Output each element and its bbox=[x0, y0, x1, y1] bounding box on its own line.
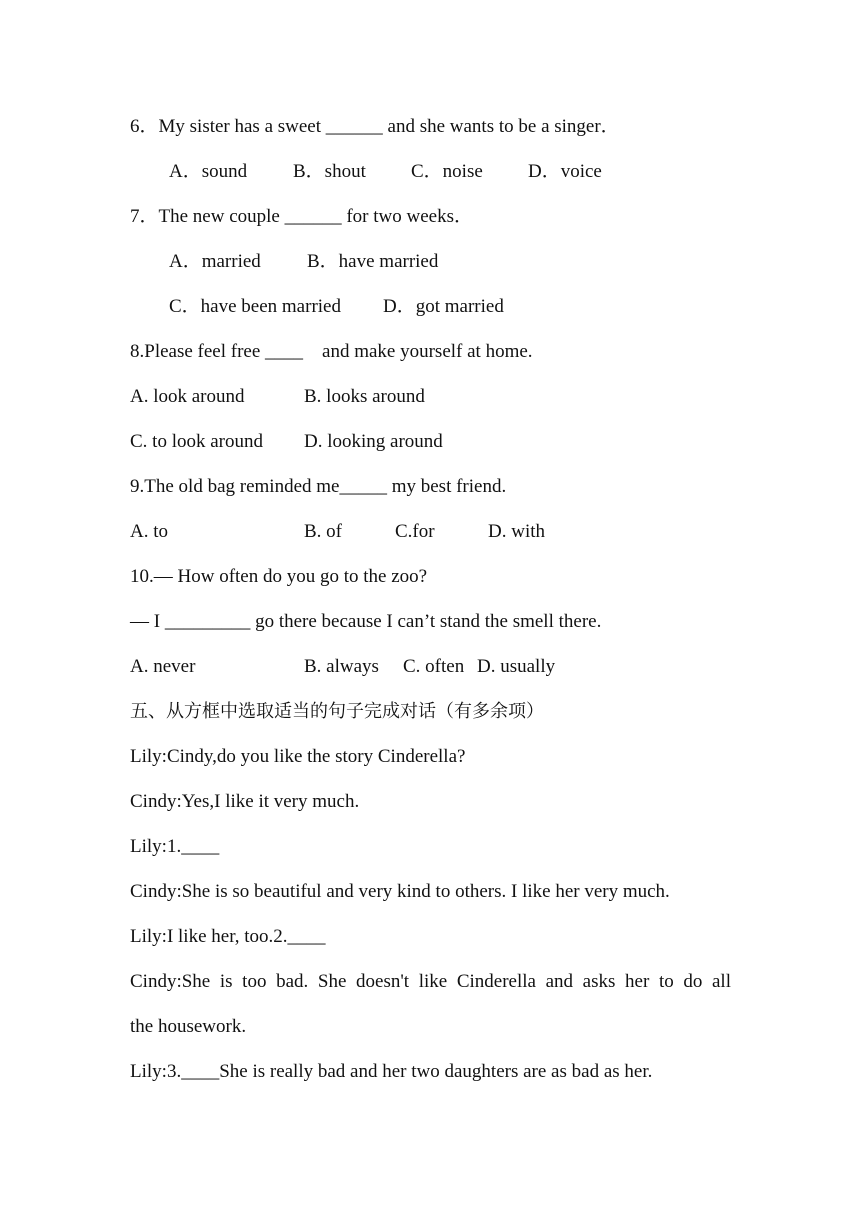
option-d: D. with bbox=[488, 521, 545, 542]
option-c: C.for bbox=[395, 521, 435, 542]
section-5-heading: 五、从方框中选取适当的句子完成对话（有多余项） bbox=[130, 701, 544, 722]
option-c: C．have been married bbox=[169, 296, 341, 317]
question-7-stem: 7．The new couple ______ for two weeks． bbox=[130, 206, 473, 227]
option-d: D. looking around bbox=[304, 431, 443, 452]
option-b: B．shout bbox=[293, 161, 366, 182]
option-c: C. to look around bbox=[130, 431, 263, 452]
question-6-options bbox=[0, 160, 860, 184]
option-c: C．noise bbox=[411, 161, 483, 182]
question-7-options-row1 bbox=[0, 250, 860, 274]
dialogue-line: Lily:I like her, too.2.____ bbox=[130, 926, 326, 947]
question-9-options bbox=[0, 520, 860, 544]
option-c: C. often bbox=[403, 656, 465, 677]
option-a: A．married bbox=[169, 251, 261, 272]
option-b: B．have married bbox=[307, 251, 439, 272]
question-7-options-row2 bbox=[0, 295, 860, 319]
option-d: D. usually bbox=[477, 656, 556, 677]
dialogue-line: Lily:Cindy,do you like the story Cinderella? bbox=[130, 746, 466, 767]
option-b: B. of bbox=[304, 521, 342, 542]
option-d: D．voice bbox=[528, 161, 602, 182]
question-10-response: — I _________ go there because I can’t stand the smell there. bbox=[130, 611, 602, 632]
question-10-options bbox=[0, 655, 860, 679]
option-a: A．sound bbox=[169, 161, 248, 182]
question-6-stem: 6．My sister has a sweet ______ and she wants to be a singer． bbox=[130, 116, 620, 137]
dialogue-line-continuation: the housework. bbox=[130, 1016, 247, 1037]
question-8-stem: 8.Please feel free ____ and make yourself at home. bbox=[130, 341, 533, 362]
question-9-stem: 9.The old bag reminded me_____ my best friend. bbox=[130, 476, 507, 497]
option-a: A. to bbox=[130, 521, 168, 542]
option-d: D．got married bbox=[383, 296, 504, 317]
dialogue-line: Cindy:She is too bad. She doesn't like Cinderella and asks her to do all bbox=[130, 971, 731, 992]
option-a: A. look around bbox=[130, 386, 245, 407]
question-10-stem: 10.— How often do you go to the zoo? bbox=[130, 566, 428, 587]
option-b: B. looks around bbox=[304, 386, 425, 407]
dialogue-line: Cindy:Yes,I like it very much. bbox=[130, 791, 360, 812]
dialogue-line: Cindy:She is so beautiful and very kind to others. I like her very much. bbox=[130, 881, 670, 902]
option-a: A. never bbox=[130, 656, 196, 677]
question-8-options-row2 bbox=[0, 430, 860, 454]
option-b: B. always bbox=[304, 656, 379, 677]
dialogue-line: Lily:1.____ bbox=[130, 836, 220, 857]
question-8-options-row1 bbox=[0, 385, 860, 409]
dialogue-line: Lily:3.____She is really bad and her two daughters are as bad as her. bbox=[130, 1061, 653, 1082]
